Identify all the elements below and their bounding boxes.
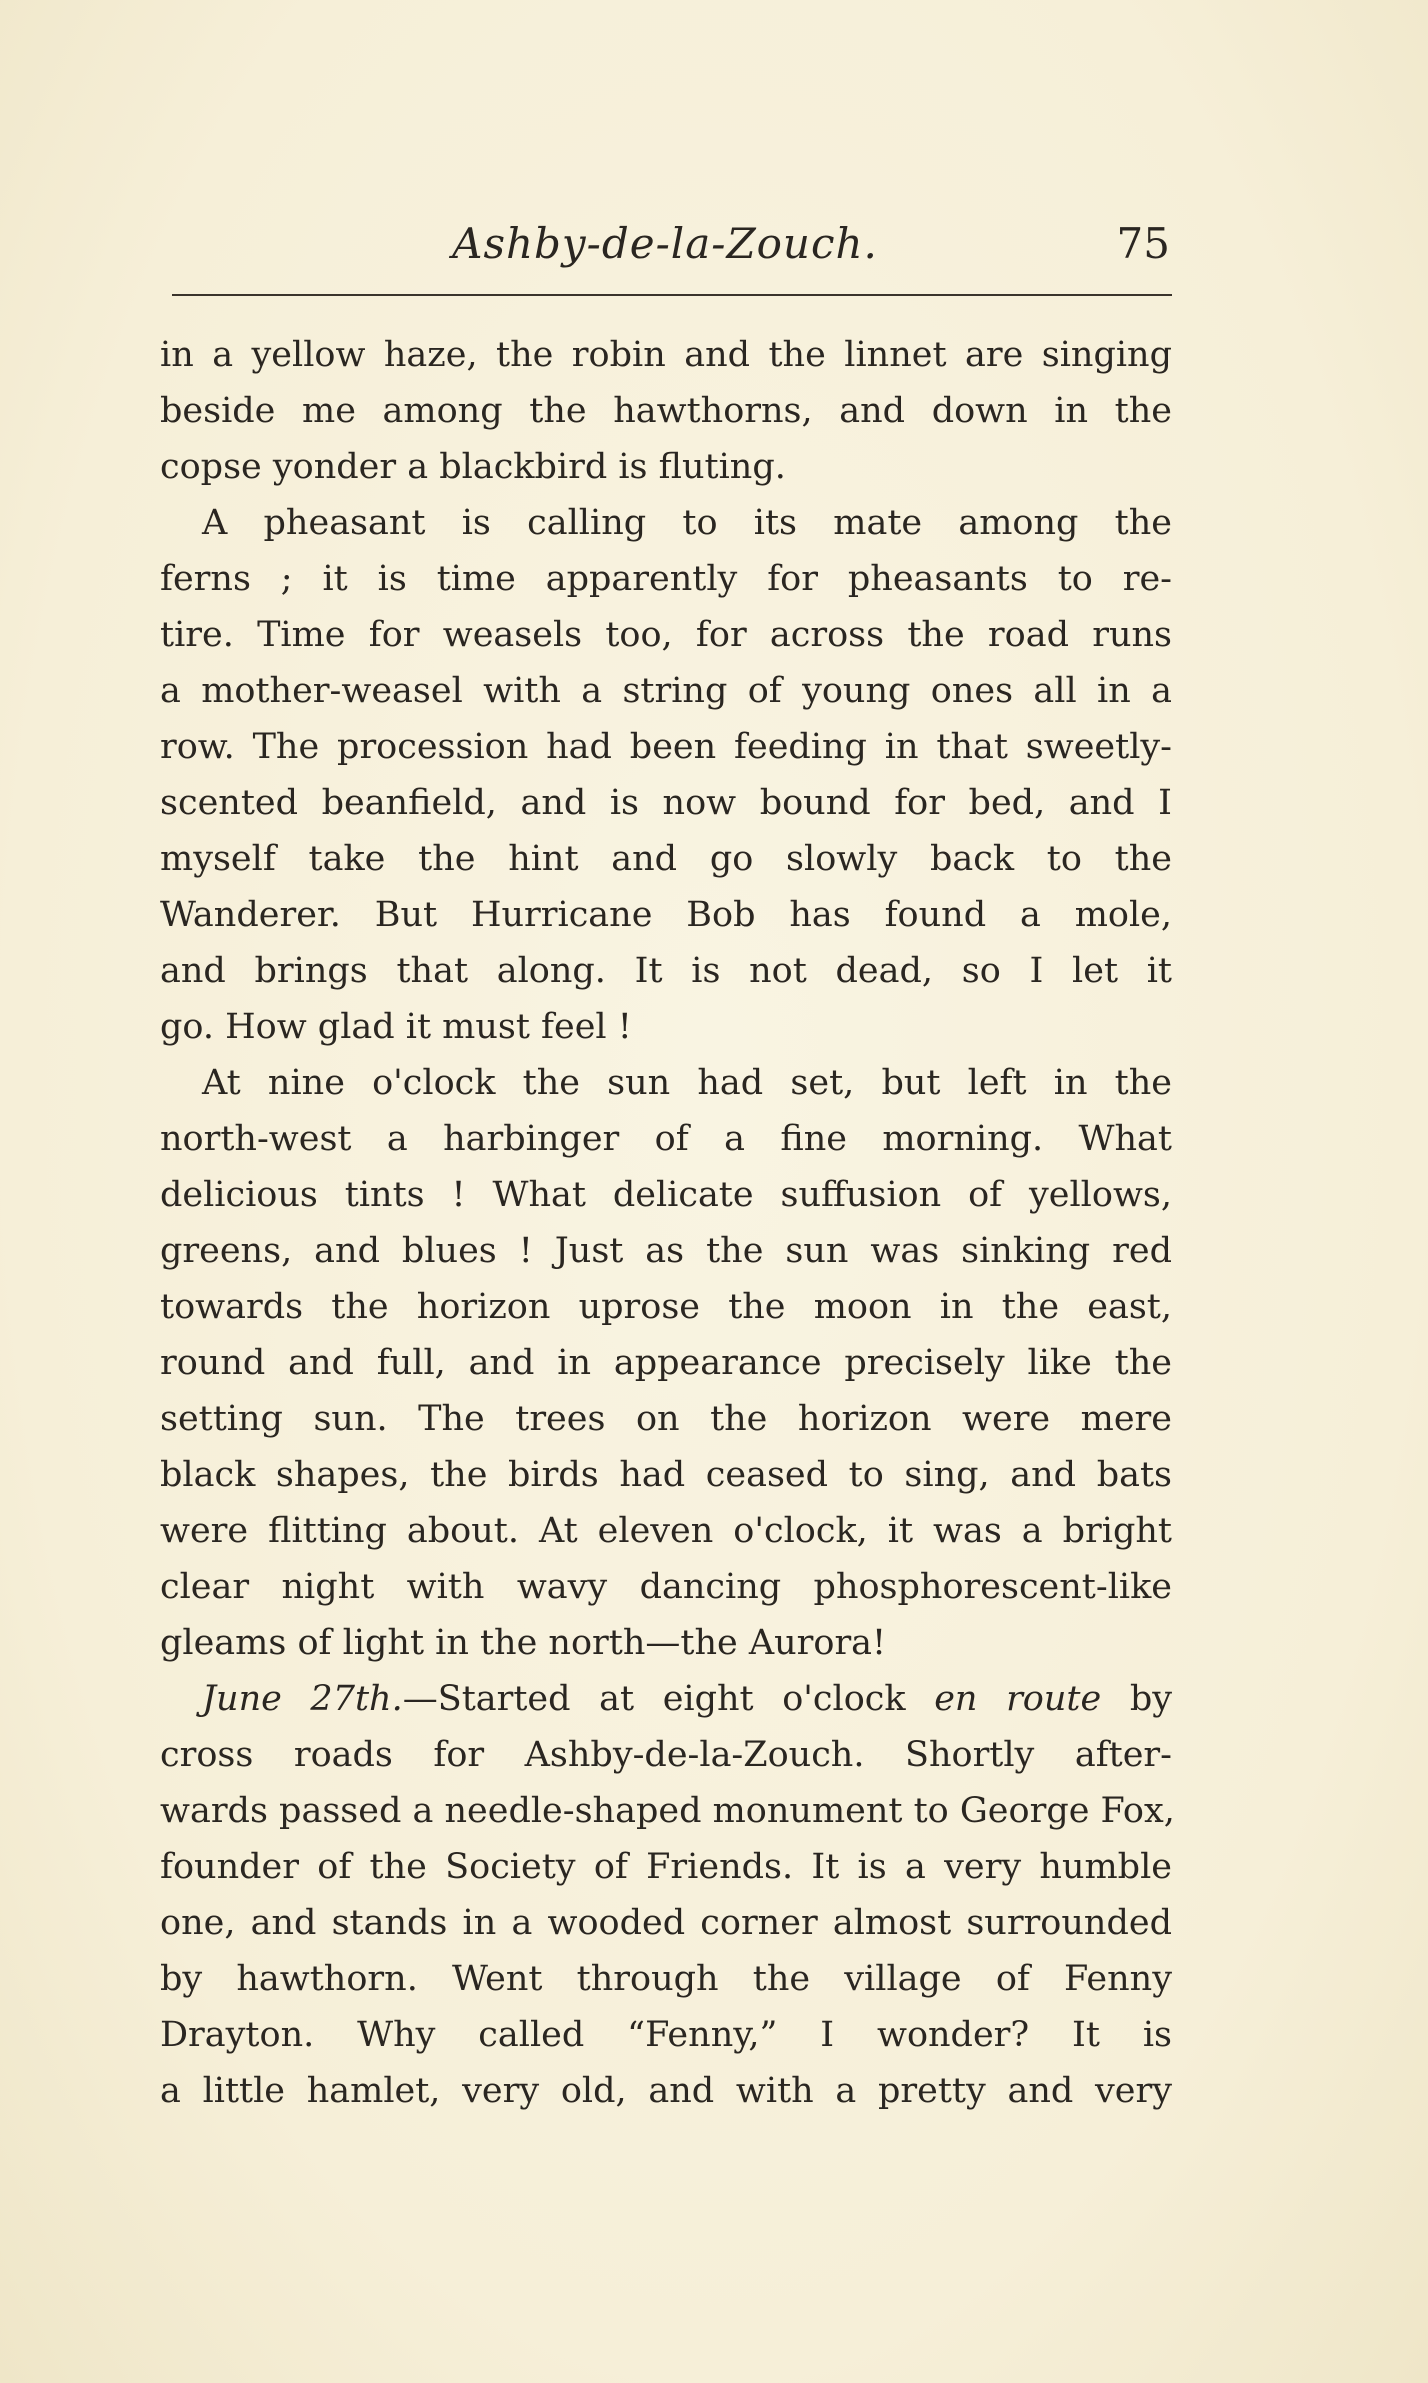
text-line: north-west a harbinger of a fine morning. What — [160, 1119, 1172, 1159]
body-text — [160, 327, 1175, 2119]
text-line: Wanderer. But Hurricane Bob has found a mole, — [160, 895, 1172, 935]
running-title: Ashby-de-la-Zouch. — [452, 219, 878, 268]
text-line: At nine o'clock the sun had set, but left in the — [202, 1063, 1172, 1103]
text-line: cross roads for Ashby-de-la-Zouch. Shortly after- — [160, 1735, 1172, 1775]
text-line: row. The procession had been feeding in that sweetly- — [160, 727, 1172, 767]
text-line: Drayton. Why called “Fenny,” I wonder? It is — [160, 2015, 1172, 2055]
text-line: tire. Time for weasels too, for across the road runs — [160, 615, 1172, 655]
text-line: round and full, and in appearance precisely like the — [160, 1343, 1172, 1383]
text-line: in a yellow haze, the robin and the linnet are singing — [160, 335, 1172, 375]
text-line: founder of the Society of Friends. It is a very humble — [160, 1847, 1172, 1887]
text-line: ferns ; it is time apparently for pheasants to re- — [160, 559, 1172, 599]
text-line: scented beanfield, and is now bound for bed, and I — [160, 783, 1172, 823]
text-line: A pheasant is calling to its mate among the — [202, 503, 1172, 543]
text-line: greens, and blues ! Just as the sun was sinking red — [160, 1231, 1172, 1271]
text-line: copse yonder a blackbird is fluting. — [160, 447, 786, 487]
text-line: a mother-weasel with a string of young ones all in a — [160, 671, 1172, 711]
text-line: setting sun. The trees on the horizon were mere — [160, 1399, 1172, 1439]
text-line: delicious tints ! What delicate suffusion of yellows, — [160, 1175, 1172, 1215]
running-head — [160, 214, 1170, 274]
text-line: clear night with wavy dancing phosphorescent-like — [160, 1567, 1172, 1607]
entry-date: June 27th. — [202, 1679, 403, 1719]
text-line: by hawthorn. Went through the village of Fenny — [160, 1959, 1172, 1999]
text-line: one, and stands in a wooded corner almost surrounded — [160, 1903, 1172, 1943]
text-line: myself take the hint and go slowly back to the — [160, 839, 1172, 879]
text-line: black shapes, the birds had ceased to sing, and bats — [160, 1455, 1172, 1495]
header-rule — [172, 294, 1172, 296]
text-line: beside me among the hawthorns, and down in the — [160, 391, 1172, 431]
text-line: towards the horizon uprose the moon in the east, — [160, 1287, 1172, 1327]
text-line: a little hamlet, very old, and with a pretty and very — [160, 2071, 1172, 2111]
text-block-1 — [160, 327, 1172, 1671]
entry-text: —Started at eight o'clock — [402, 1679, 935, 1719]
text-line: wards passed a needle-shaped monument to George Fox, — [160, 1791, 1175, 1831]
text-line: gleams of light in the north—the Aurora! — [160, 1623, 887, 1663]
text-line-june — [160, 1671, 1172, 1727]
text-line: and brings that along. It is not dead, so I let it — [160, 951, 1172, 991]
entry-text-end: by — [1101, 1679, 1172, 1719]
text-line: go. How glad it must feel ! — [160, 1007, 632, 1047]
entry-italic-phrase: en route — [934, 1679, 1102, 1719]
text-line: were flitting about. At eleven o'clock, it was a bright — [160, 1511, 1172, 1551]
text-block-2 — [160, 1727, 1175, 2119]
page-number: 75 — [1116, 219, 1170, 268]
